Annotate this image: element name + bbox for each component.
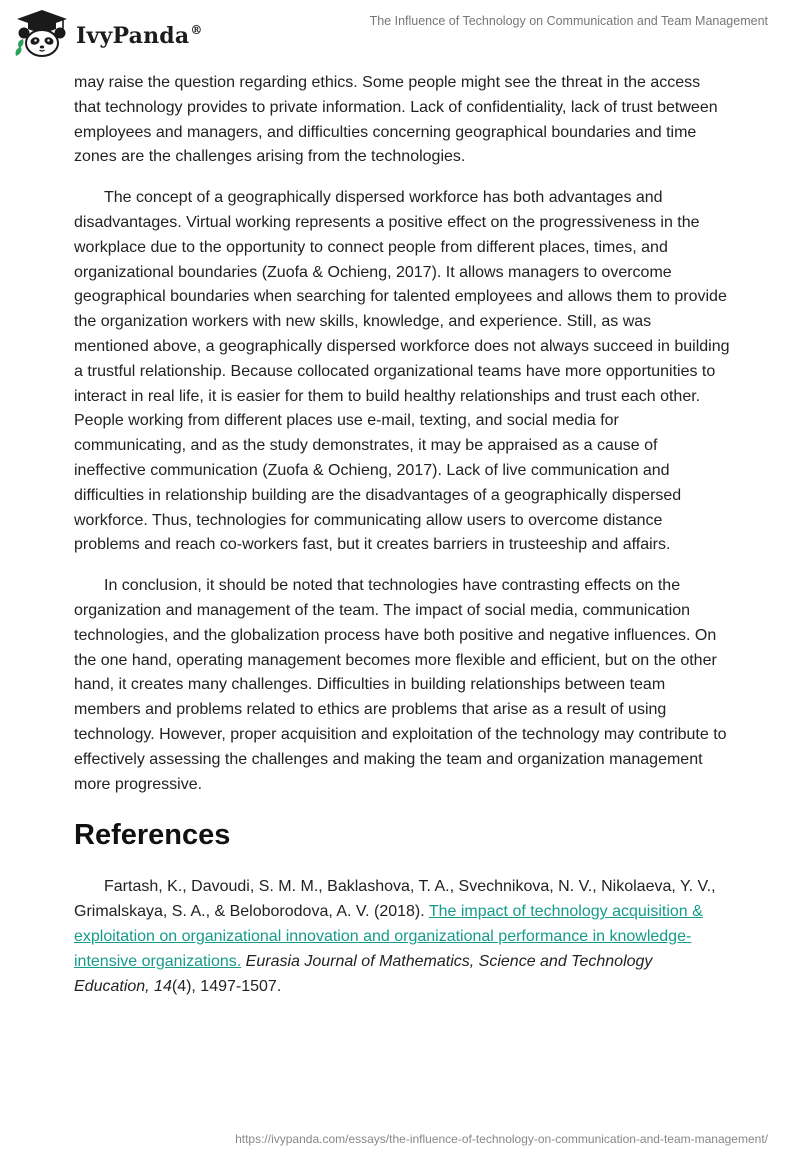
panda-graduation-cap-icon [14,8,70,60]
ivypanda-logo[interactable] [14,8,203,60]
document-title: The Influence of Technology on Communication and Team Management [369,14,768,28]
body-paragraph: The concept of a geographically dispersed workforce has both advantages and disadvantages. Virtual working represents a positive effect on the progressiveness in the workplace due to the opportunity to connect people from different places, times, and organizational boundaries (Zuofa & Ochieng, 2017). It allows managers to overcome geographical boundaries when searching for talented employees and allows them to provide the organization workers with new skills, knowledge, and experience. Still, as was mentioned above, a geographically dispersed workforce does not always succeed in building a trustful relationship. Because collocated organizational teams have more opportunities to interact in real life, it is easier for them to build healthy relationships and trust each other. People working from different places use e-mail, texting, and social media for communicating, and as the study demonstrates, it may be appraised as a cause of ineffective communication (Zuofa & Ochieng, 2017). Lack of live communication and difficulties in relationship building are the disadvantages of a geographically dispersed workforce. Thus, technologies for communicating allow users to overcome distance problems and reach co-workers fast, but it creates barriers in trusteeship and affairs. [74,189,730,554]
reference-entry [74,875,730,999]
body-paragraph: may raise the question regarding ethics. Some people might see the threat in the access that technology provides to private information. Lack of confidentiality, lack of trust between employees and managers, and difficulties concerning geographical boundaries and time zones are the challenges arising from the technologies. [74,74,718,166]
page-header [0,0,800,70]
brand-name: IvyPanda® [76,23,203,49]
reference-journal: Eurasia Journal of Mathematics, Science and Technology Education, 14 [74,952,653,995]
reference-title-link[interactable]: The impact of technology acquisition & exploitation on organizational innovation and organizational performance in knowledge-intensive organizations. [74,903,703,970]
registered-mark: ® [190,23,203,37]
reference-authors: Fartash, K., Davoudi, S. M. M., Baklashova, T. A., Svechnikova, N. V., Nikolaeva, Y. V., Grimalskaya, S. A., & Beloborodova, A. V. (2018). [74,878,716,921]
footer-source-url: https://ivypanda.com/essays/the-influence-of-technology-on-communication-and-team-management/ [235,1132,768,1146]
body-paragraph: In conclusion, it should be noted that technologies have contrasting effects on the organization and management of the team. The impact of social media, communication technologies, and the globalization process have both positive and negative influences. On the one hand, operating management becomes more flexible and efficient, but on the other hand, it creates many challenges. Difficulties in building relationships between team members and problems related to ethics are problems that arise as a result of using technology. However, proper acquisition and exploitation of the technology may contribute to effectively assessing the challenges and making the team and organization management more progressive. [74,577,727,793]
reference-issue-pages: (4), 1497-1507. [171,977,282,995]
references-heading: References [74,819,231,852]
essay-content [74,71,730,999]
